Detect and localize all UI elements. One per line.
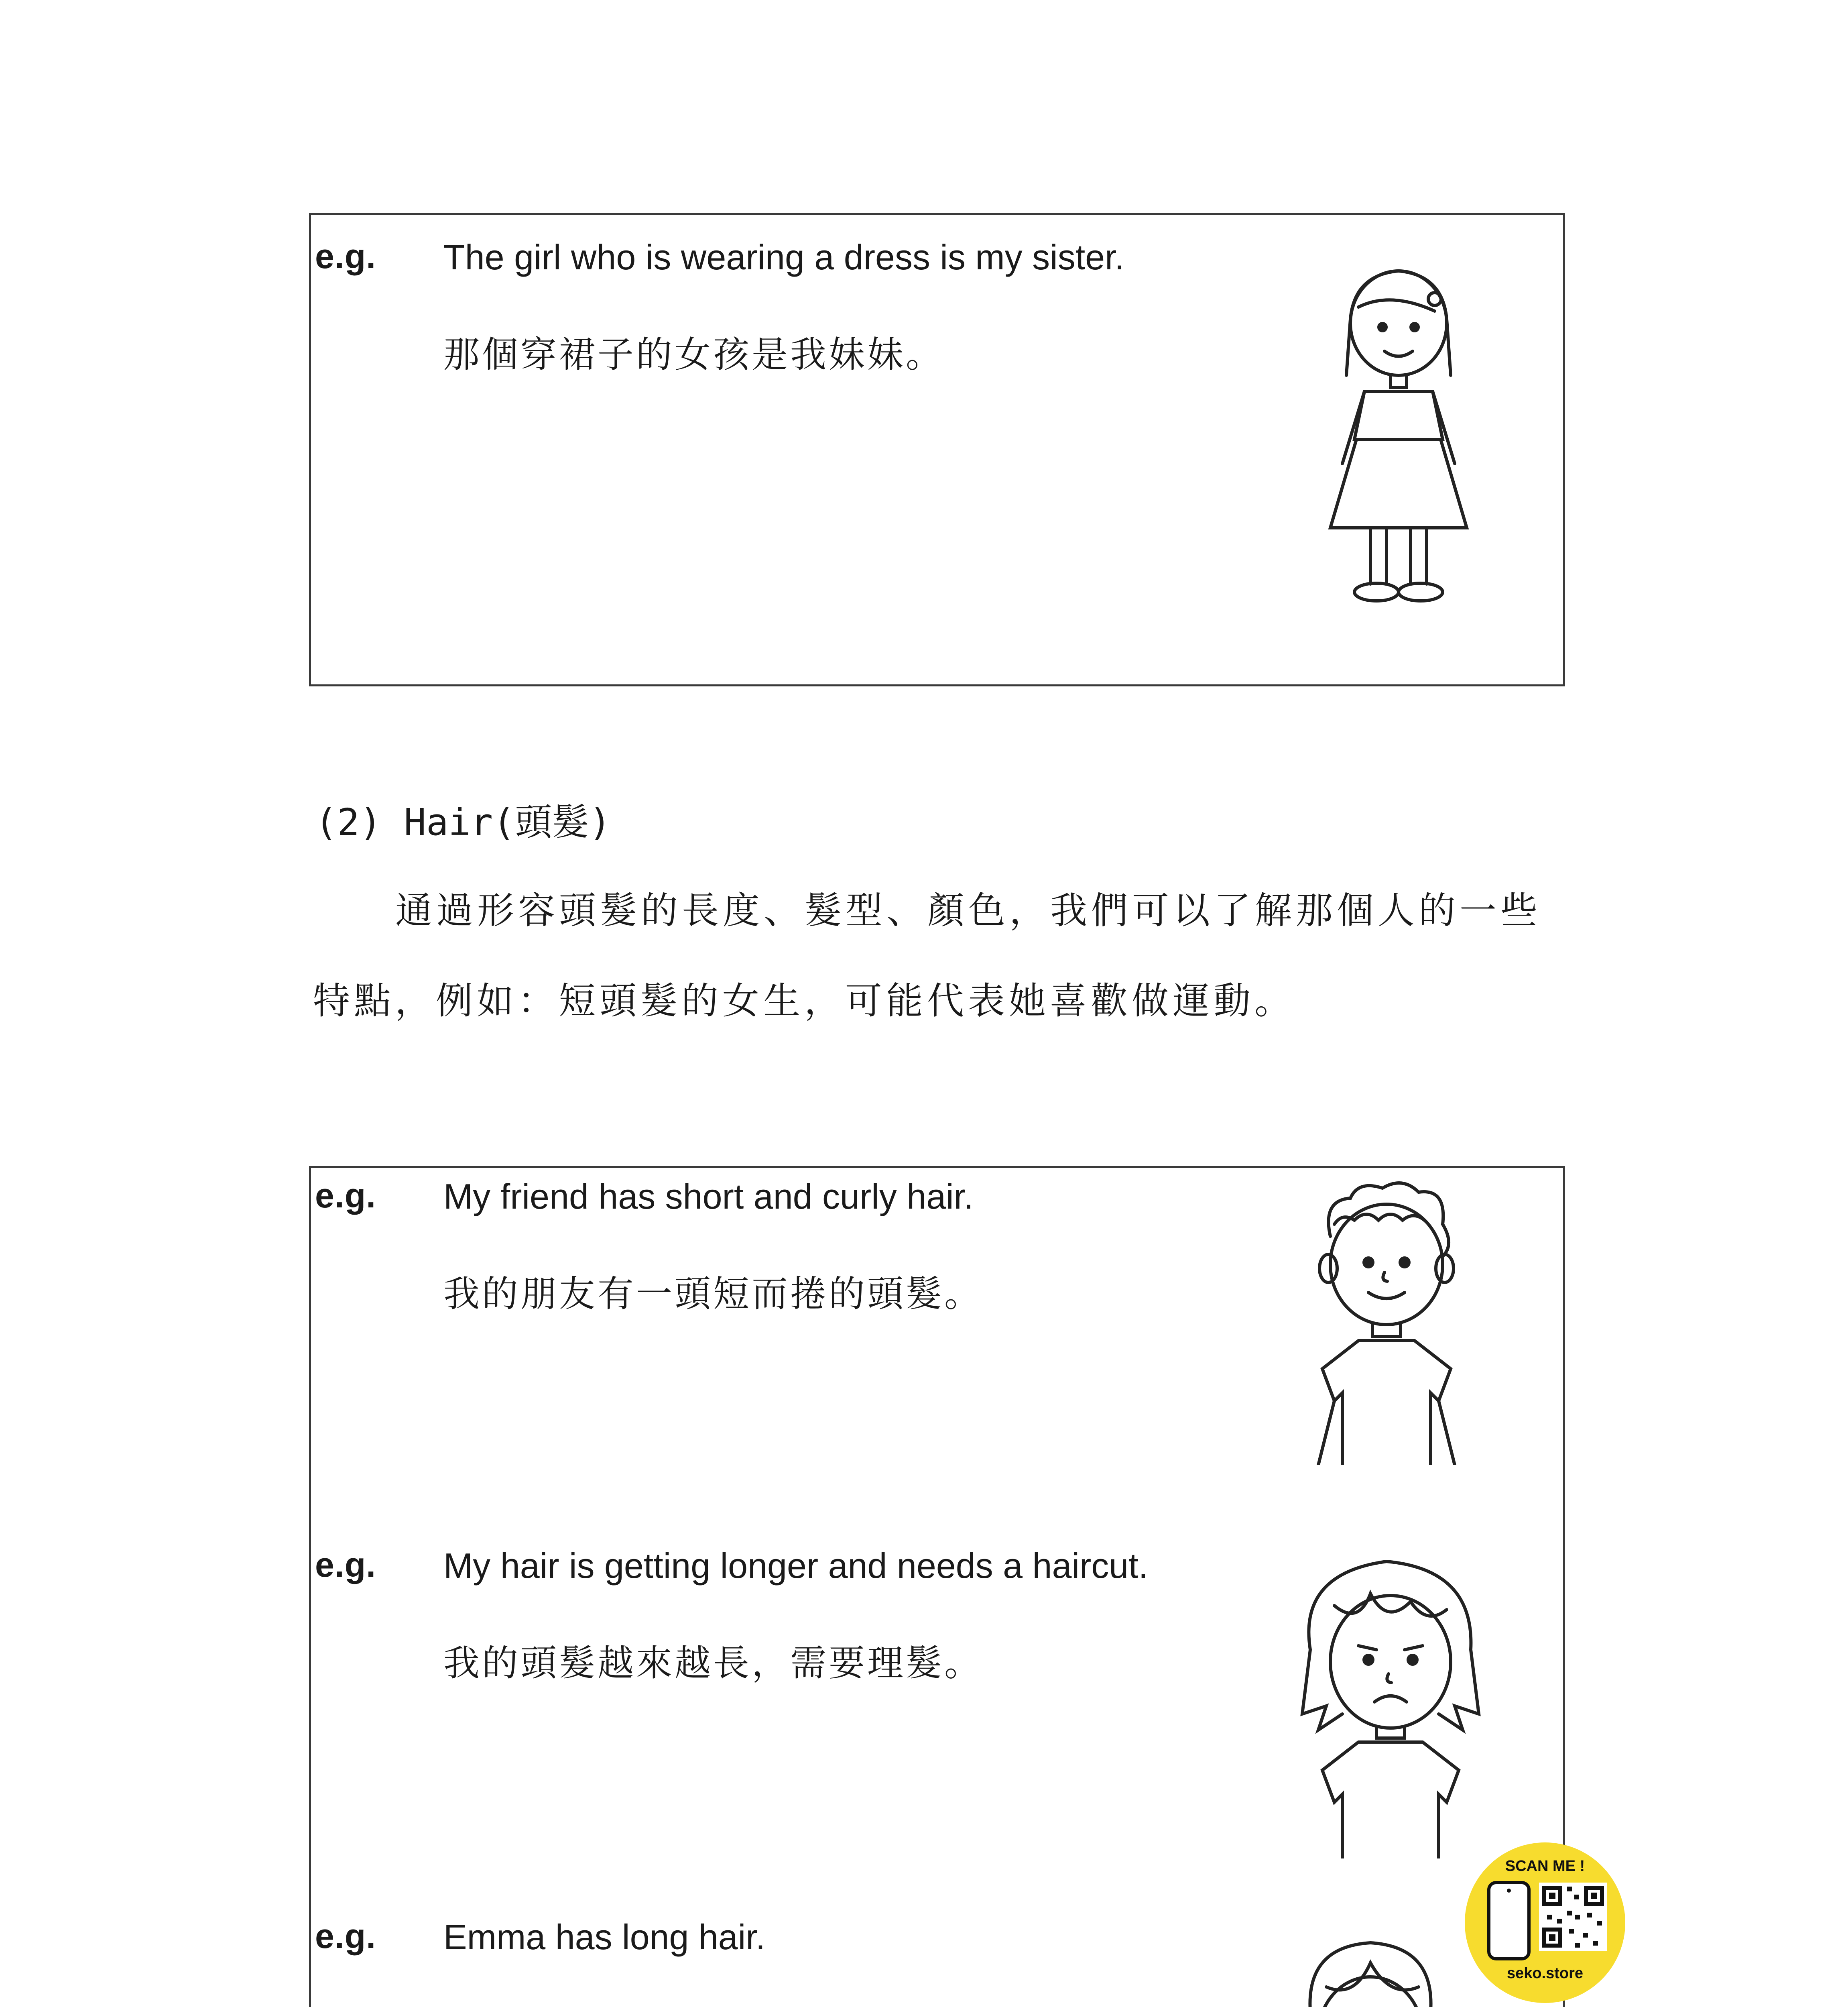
- section-heading: (2) Hair(頭髮): [315, 801, 611, 844]
- chinese-sentence: 那個穿裙子的女孩是我妹妹。: [443, 334, 944, 376]
- girl-in-dress-illustration: [1290, 255, 1507, 624]
- scan-me-label: SCAN ME !: [1505, 1858, 1585, 1875]
- example-box-2: [309, 1166, 1565, 2007]
- store-url-label: seko.store: [1506, 1965, 1584, 1982]
- english-sentence: Emma has long hair.: [443, 1917, 766, 1957]
- section-paragraph-line-2: 特點，例如：短頭髮的女生，可能代表她喜歡做運動。: [313, 979, 1296, 1022]
- sad-girl-illustration: [1266, 1545, 1515, 1858]
- chinese-sentence: 我的朋友有一頭短而捲的頭髮。: [443, 1273, 983, 1315]
- eg-label: e.g.: [315, 1546, 376, 1584]
- eg-label: e.g.: [315, 237, 376, 276]
- english-sentence: My hair is getting longer and needs a haircut.: [443, 1546, 1149, 1586]
- example-box-1: [309, 213, 1565, 686]
- qr-code-icon: [1539, 1883, 1607, 1951]
- chinese-sentence: [443, 2005, 752, 2007]
- eg-label: e.g.: [315, 1177, 376, 1215]
- curly-hair-boy-illustration: [1282, 1176, 1491, 1465]
- english-sentence: The girl who is wearing a dress is my sister.: [443, 237, 1125, 277]
- qr-code-badge[interactable]: [1465, 1842, 1625, 2003]
- eg-label: e.g.: [315, 1917, 376, 1956]
- english-sentence: My friend has short and curly hair.: [443, 1177, 974, 1216]
- phone-icon: [1487, 1881, 1531, 1961]
- chinese-sentence: 我的頭髮越來越長，需要理髮。: [443, 1642, 983, 1684]
- long-hair-girl-illustration: [1274, 1931, 1467, 2007]
- section-paragraph-line-1: 通過形容頭髮的長度、髮型、顏色，我們可以了解那個人的一些: [395, 889, 1542, 932]
